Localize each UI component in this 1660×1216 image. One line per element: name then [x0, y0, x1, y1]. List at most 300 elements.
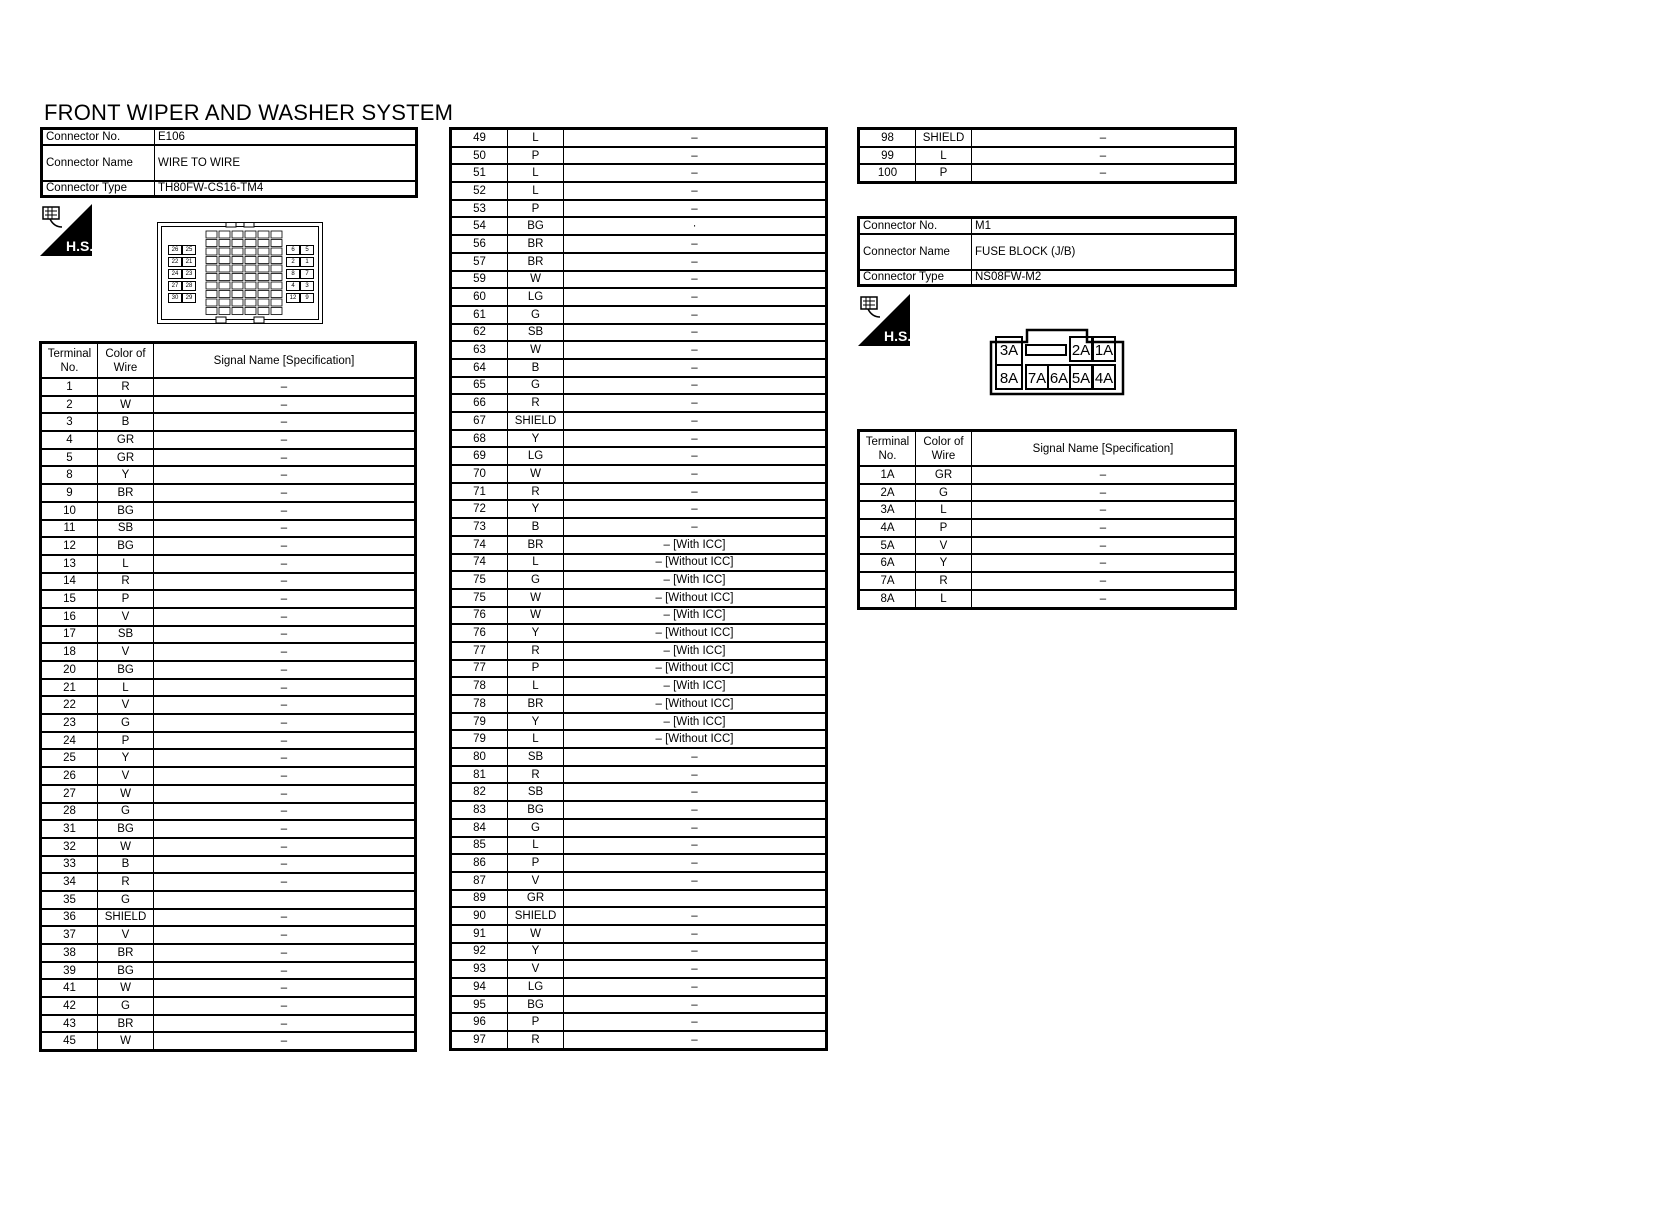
connector-name-value: FUSE BLOCK (J/B) [972, 234, 1236, 270]
terminal-no-cell: 13 [41, 555, 98, 573]
wire-color-cell: G [508, 306, 564, 324]
wire-color-cell: R [98, 873, 154, 891]
wire-color-cell: P [98, 590, 154, 608]
signal-name-cell: – [564, 783, 827, 801]
wire-color-cell: BR [98, 484, 154, 502]
color-of-wire-header: Color of Wire [98, 343, 154, 379]
table-row [451, 766, 827, 784]
table-row [41, 873, 416, 891]
terminal-no-cell: 9 [41, 484, 98, 502]
table-row [451, 571, 827, 589]
signal-name-cell: – [564, 447, 827, 465]
signal-name-cell: – [564, 129, 827, 147]
signal-name-cell: – [154, 732, 416, 750]
table-row [41, 520, 416, 538]
terminal-table-e106-part1 [39, 341, 417, 1052]
wire-color-cell: L [508, 164, 564, 182]
wire-color-cell: V [98, 926, 154, 944]
signal-name-cell: – [154, 997, 416, 1015]
signal-name-cell: – [564, 907, 827, 925]
wire-color-cell: SB [508, 324, 564, 342]
terminal-no-cell: 71 [451, 483, 508, 501]
signal-name-cell: – [564, 996, 827, 1014]
wire-color-cell: R [508, 394, 564, 412]
terminal-no-cell: 8 [41, 466, 98, 484]
terminal-no-cell: 100 [859, 164, 916, 182]
connector-pin: 4 [286, 281, 300, 291]
table-row [451, 341, 827, 359]
wire-color-cell: W [508, 589, 564, 607]
wire-color-cell: G [98, 997, 154, 1015]
harness-side-icon [858, 294, 910, 346]
wire-color-cell: R [508, 642, 564, 660]
signal-name-cell: – [154, 909, 416, 927]
wire-color-cell: BR [508, 695, 564, 713]
signal-name-cell: – [154, 590, 416, 608]
wire-color-cell: W [98, 979, 154, 997]
terminal-no-cell: 73 [451, 518, 508, 536]
wire-color-cell: G [508, 571, 564, 589]
table-row [451, 253, 827, 271]
terminal-no-cell: 17 [41, 626, 98, 644]
signal-name-header: Signal Name [Specification] [154, 343, 416, 379]
table-row [41, 926, 416, 944]
wire-color-cell: G [916, 484, 972, 502]
connector-pin: 29 [182, 293, 196, 303]
terminal-no-cell: 77 [451, 642, 508, 660]
pin-2a: 2A [1071, 342, 1091, 359]
wire-color-cell: GR [508, 890, 564, 908]
table-row [41, 909, 416, 927]
terminal-no-cell: 66 [451, 394, 508, 412]
terminal-no-cell: 25 [41, 749, 98, 767]
wire-color-cell: W [98, 396, 154, 414]
wire-color-cell: G [508, 377, 564, 395]
terminal-no-cell: 26 [41, 767, 98, 785]
wire-color-cell: BR [508, 536, 564, 554]
harness-side-icon [40, 204, 92, 256]
terminal-table-m1 [857, 429, 1237, 610]
connector-no-label: Connector No. [859, 218, 972, 234]
table-row [451, 324, 827, 342]
signal-name-cell: – [564, 801, 827, 819]
signal-name-cell: – [Without ICC] [564, 695, 827, 713]
wire-color-cell: G [98, 714, 154, 732]
table-row [451, 943, 827, 961]
table-row [451, 465, 827, 483]
signal-name-cell: – [564, 518, 827, 536]
wire-color-cell: V [98, 696, 154, 714]
table-row [451, 447, 827, 465]
signal-name-cell: – [154, 502, 416, 520]
table-row [41, 626, 416, 644]
signal-name-cell: – [564, 182, 827, 200]
signal-name-cell: – [154, 749, 416, 767]
connector-type-label: Connector Type [42, 181, 155, 197]
table-row [859, 484, 1236, 502]
wire-color-cell: SB [98, 626, 154, 644]
table-row [451, 660, 827, 678]
table-row [859, 164, 1236, 182]
connector-pin: 30 [168, 293, 182, 303]
table-row [41, 661, 416, 679]
table-row [859, 519, 1236, 537]
signal-name-cell: – [564, 978, 827, 996]
signal-name-cell: – [154, 661, 416, 679]
signal-name-cell: – [564, 872, 827, 890]
terminal-no-cell: 15 [41, 590, 98, 608]
terminal-no-cell: 34 [41, 873, 98, 891]
terminal-no-cell: 89 [451, 890, 508, 908]
terminal-no-cell: 5A [859, 537, 916, 555]
signal-name-cell: – [972, 554, 1236, 572]
table-row [41, 749, 416, 767]
terminal-no-cell: 75 [451, 589, 508, 607]
wire-color-cell: W [98, 1032, 154, 1050]
signal-name-cell: – [564, 394, 827, 412]
table-row [41, 537, 416, 555]
signal-name-cell: – [154, 820, 416, 838]
table-row [451, 536, 827, 554]
wire-color-cell: LG [508, 447, 564, 465]
table-row [41, 997, 416, 1015]
terminal-no-cell: 94 [451, 978, 508, 996]
terminal-no-cell: 4A [859, 519, 916, 537]
wire-color-cell: BG [98, 661, 154, 679]
table-row [451, 182, 827, 200]
table-row [451, 890, 827, 908]
terminal-no-cell: 10 [41, 502, 98, 520]
connector-pin: 1 [300, 257, 314, 267]
wire-color-cell: GR [98, 449, 154, 467]
wire-color-cell: BG [98, 962, 154, 980]
connector-pin: 12 [286, 293, 300, 303]
table-row [451, 147, 827, 165]
signal-name-cell: – [154, 873, 416, 891]
signal-name-cell: – [564, 359, 827, 377]
wire-color-cell: B [508, 359, 564, 377]
signal-name-cell: – [564, 960, 827, 978]
signal-name-cell: – [154, 979, 416, 997]
terminal-table-e106-part3 [857, 127, 1237, 184]
table-row [41, 838, 416, 856]
signal-name-cell: – [564, 430, 827, 448]
terminal-no-cell: 61 [451, 306, 508, 324]
wire-color-cell: BR [508, 253, 564, 271]
signal-name-cell: – [154, 378, 416, 396]
table-row [451, 801, 827, 819]
terminal-no-cell: 1A [859, 466, 916, 484]
table-row [451, 359, 827, 377]
table-row [41, 555, 416, 573]
wire-color-cell: L [916, 590, 972, 608]
connector-pin: 24 [168, 269, 182, 279]
signal-name-cell: – [564, 819, 827, 837]
terminal-no-cell: 8A [859, 590, 916, 608]
signal-name-cell: – [972, 129, 1236, 147]
terminal-no-cell: 74 [451, 536, 508, 554]
terminal-no-cell: 38 [41, 944, 98, 962]
connector-pin: 23 [182, 269, 196, 279]
terminal-no-cell: 6A [859, 554, 916, 572]
terminal-no-cell: 96 [451, 1013, 508, 1031]
table-row [451, 306, 827, 324]
signal-name-cell: – [154, 484, 416, 502]
signal-name-cell: – [972, 501, 1236, 519]
table-row [451, 483, 827, 501]
terminal-no-cell: 59 [451, 271, 508, 289]
terminal-no-cell: 82 [451, 783, 508, 801]
wire-color-cell: Y [508, 624, 564, 642]
table-row [451, 713, 827, 731]
signal-name-cell: – [564, 925, 827, 943]
signal-name-cell: – [564, 943, 827, 961]
terminal-no-cell: 81 [451, 766, 508, 784]
connector-pin: 28 [182, 281, 196, 291]
wire-color-cell: B [508, 518, 564, 536]
terminal-no-cell: 50 [451, 147, 508, 165]
table-row [451, 677, 827, 695]
table-row [451, 589, 827, 607]
table-row [451, 748, 827, 766]
wire-color-cell: W [98, 838, 154, 856]
table-row [859, 590, 1236, 608]
wire-color-cell: V [98, 608, 154, 626]
terminal-no-cell: 86 [451, 854, 508, 872]
table-row [451, 730, 827, 748]
wire-color-cell: P [508, 200, 564, 218]
wire-color-cell: B [98, 413, 154, 431]
table-row [859, 572, 1236, 590]
terminal-no-cell: 91 [451, 925, 508, 943]
signal-name-cell: – [With ICC] [564, 642, 827, 660]
signal-name-cell: – [564, 200, 827, 218]
signal-name-cell: – [With ICC] [564, 571, 827, 589]
wire-color-cell: BG [508, 217, 564, 235]
table-row [451, 500, 827, 518]
terminal-no-cell: 18 [41, 643, 98, 661]
signal-name-cell: – [154, 626, 416, 644]
terminal-no-cell: 93 [451, 960, 508, 978]
table-row [451, 695, 827, 713]
wire-color-cell: W [508, 341, 564, 359]
signal-name-cell: – [154, 696, 416, 714]
signal-name-cell: – [564, 1031, 827, 1049]
wire-color-cell: SB [98, 520, 154, 538]
signal-name-cell: – [972, 466, 1236, 484]
table-row [41, 466, 416, 484]
wire-color-cell: L [508, 677, 564, 695]
table-row [451, 624, 827, 642]
wire-color-cell: G [98, 891, 154, 909]
table-row [41, 590, 416, 608]
table-row [859, 501, 1236, 519]
wire-color-cell: G [508, 819, 564, 837]
table-row [859, 554, 1236, 572]
terminal-no-cell: 39 [41, 962, 98, 980]
signal-name-cell: – [154, 962, 416, 980]
table-row [451, 271, 827, 289]
table-row [451, 235, 827, 253]
terminal-no-cell: 20 [41, 661, 98, 679]
terminal-no-cell: 49 [451, 129, 508, 147]
terminal-no-cell: 2A [859, 484, 916, 502]
terminal-no-cell: 79 [451, 730, 508, 748]
signal-name-cell: – [564, 837, 827, 855]
wire-color-cell: L [508, 182, 564, 200]
table-row [41, 643, 416, 661]
terminal-no-header: Terminal No. [859, 431, 916, 467]
signal-name-cell: – [154, 1032, 416, 1050]
pin-3a: 3A [999, 342, 1019, 359]
terminal-no-cell: 57 [451, 253, 508, 271]
terminal-no-cell: 43 [41, 1015, 98, 1033]
pin-8a: 8A [999, 370, 1019, 387]
wire-color-cell: L [916, 147, 972, 165]
terminal-no-cell: 52 [451, 182, 508, 200]
table-row [451, 200, 827, 218]
terminal-no-cell: 85 [451, 837, 508, 855]
terminal-no-cell: 75 [451, 571, 508, 589]
connector-m1-diagram [989, 328, 1125, 396]
table-row [451, 907, 827, 925]
connector-pin: 3 [300, 281, 314, 291]
table-row [451, 996, 827, 1014]
wire-color-cell: P [508, 147, 564, 165]
terminal-no-cell: 37 [41, 926, 98, 944]
wire-color-cell: SHIELD [916, 129, 972, 147]
table-row [41, 803, 416, 821]
wire-color-cell: L [508, 129, 564, 147]
signal-name-cell: – [972, 519, 1236, 537]
signal-name-cell: – [With ICC] [564, 713, 827, 731]
wire-color-cell: Y [508, 943, 564, 961]
pin-4a: 4A [1094, 370, 1114, 387]
wire-color-cell: Y [508, 500, 564, 518]
signal-name-cell: – [154, 413, 416, 431]
table-row [451, 978, 827, 996]
signal-name-cell: – [Without ICC] [564, 589, 827, 607]
table-row [859, 129, 1236, 147]
wire-color-cell: P [508, 660, 564, 678]
color-of-wire-header: Color of Wire [916, 431, 972, 467]
terminal-no-cell: 32 [41, 838, 98, 856]
table-row [451, 518, 827, 536]
wire-color-cell: BG [98, 502, 154, 520]
table-row [41, 767, 416, 785]
table-row [41, 714, 416, 732]
terminal-no-cell: 62 [451, 324, 508, 342]
pin-6a: 6A [1049, 370, 1069, 387]
table-row [41, 378, 416, 396]
connector-pin: 22 [168, 257, 182, 267]
connector-pin: 2 [286, 257, 300, 267]
wire-color-cell: W [98, 785, 154, 803]
wire-color-cell: Y [98, 466, 154, 484]
signal-name-cell: – [564, 748, 827, 766]
wire-color-cell: SB [508, 783, 564, 801]
table-row [41, 449, 416, 467]
signal-name-cell: – [564, 766, 827, 784]
terminal-no-cell: 65 [451, 377, 508, 395]
table-row [41, 413, 416, 431]
signal-name-cell [564, 890, 827, 908]
table-row [451, 1031, 827, 1049]
terminal-no-cell: 78 [451, 695, 508, 713]
wire-color-cell: P [508, 1013, 564, 1031]
connector-pin: 8 [286, 269, 300, 279]
signal-name-cell: – [564, 854, 827, 872]
signal-name-cell: – [564, 465, 827, 483]
signal-name-cell: – [154, 679, 416, 697]
table-row [451, 783, 827, 801]
wire-color-cell: W [508, 607, 564, 625]
table-row [859, 537, 1236, 555]
signal-name-cell: – [154, 449, 416, 467]
terminal-no-header: Terminal No. [41, 343, 98, 379]
table-row [451, 819, 827, 837]
terminal-no-cell: 69 [451, 447, 508, 465]
table-row [451, 642, 827, 660]
terminal-no-cell: 33 [41, 856, 98, 874]
terminal-no-cell: 5 [41, 449, 98, 467]
signal-name-cell: – [564, 253, 827, 271]
wire-color-cell: LG [508, 978, 564, 996]
terminal-no-cell: 70 [451, 465, 508, 483]
pin-5a: 5A [1071, 370, 1091, 387]
terminal-no-cell: 3A [859, 501, 916, 519]
terminal-no-cell: 24 [41, 732, 98, 750]
signal-name-cell [154, 891, 416, 909]
pin-1a: 1A [1094, 342, 1114, 359]
wire-color-cell: BG [508, 996, 564, 1014]
connector-type-label: Connector Type [859, 270, 972, 286]
wire-color-cell: R [508, 766, 564, 784]
terminal-no-cell: 7A [859, 572, 916, 590]
signal-name-cell: – [154, 926, 416, 944]
table-row [41, 785, 416, 803]
table-row [859, 466, 1236, 484]
table-row [451, 554, 827, 572]
wire-color-cell: LG [508, 288, 564, 306]
wire-color-cell: W [508, 465, 564, 483]
terminal-no-cell: 63 [451, 341, 508, 359]
signal-name-cell: – [Without ICC] [564, 554, 827, 572]
connector-type-value: NS08FW-M2 [972, 270, 1236, 286]
signal-name-cell: – [564, 324, 827, 342]
terminal-no-cell: 35 [41, 891, 98, 909]
terminal-no-cell: 95 [451, 996, 508, 1014]
connector-pin: 27 [168, 281, 182, 291]
connector-pin: 5 [300, 245, 314, 255]
terminal-no-cell: 92 [451, 943, 508, 961]
table-row [41, 396, 416, 414]
wire-color-cell: G [98, 803, 154, 821]
wire-color-cell: P [508, 854, 564, 872]
connector-pin: 6 [286, 245, 300, 255]
terminal-no-cell: 72 [451, 500, 508, 518]
signal-name-cell: – [154, 396, 416, 414]
wire-color-cell: SHIELD [508, 412, 564, 430]
wire-color-cell: P [98, 732, 154, 750]
table-row [41, 502, 416, 520]
terminal-no-cell: 12 [41, 537, 98, 555]
connector-no-label: Connector No. [42, 129, 155, 145]
signal-name-cell: – [564, 412, 827, 430]
signal-name-cell: – [564, 164, 827, 182]
table-row [451, 217, 827, 235]
signal-name-cell: – [564, 288, 827, 306]
